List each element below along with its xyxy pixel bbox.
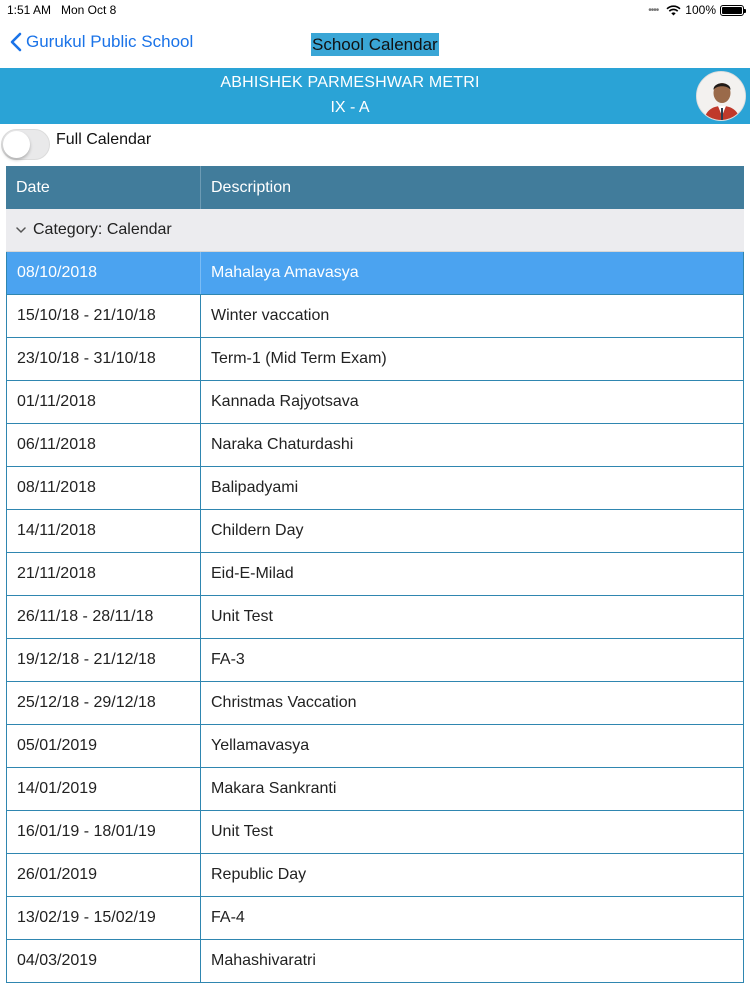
signal-dots-icon: •••• xyxy=(648,4,659,16)
table-row[interactable] xyxy=(6,897,744,940)
table-row[interactable] xyxy=(6,467,744,510)
back-button-label: Gurukul Public School xyxy=(26,32,194,51)
row-date: 08/10/2018 xyxy=(6,252,201,294)
row-description: Christmas Vaccation xyxy=(201,682,744,724)
battery-icon xyxy=(720,5,744,16)
table-row[interactable] xyxy=(6,768,744,811)
table-row[interactable] xyxy=(6,510,744,553)
row-description: FA-3 xyxy=(201,639,744,681)
status-right xyxy=(648,3,744,17)
row-description: Eid-E-Milad xyxy=(201,553,744,595)
table-row[interactable] xyxy=(6,424,744,467)
row-date: 25/12/18 - 29/12/18 xyxy=(6,682,201,724)
student-name: ABHISHEK PARMESHWAR METRI xyxy=(220,74,480,91)
chevron-left-icon xyxy=(10,32,22,52)
row-date: 04/03/2019 xyxy=(6,940,201,982)
row-date: 14/01/2019 xyxy=(6,768,201,810)
column-header-description[interactable]: Description xyxy=(211,178,292,196)
row-date: 01/11/2018 xyxy=(6,381,201,423)
wifi-icon xyxy=(666,5,681,16)
row-description: Unit Test xyxy=(201,596,744,638)
row-description: Childern Day xyxy=(201,510,744,552)
row-description: Mahashivaratri xyxy=(201,940,744,982)
row-description: Mahalaya Amavasya xyxy=(201,252,744,294)
table-row[interactable] xyxy=(6,940,744,983)
chevron-down-icon xyxy=(16,227,26,234)
row-date: 16/01/19 - 18/01/19 xyxy=(6,811,201,853)
battery-percent: 100% xyxy=(685,3,716,17)
calendar-table xyxy=(6,166,744,983)
row-description: Kannada Rajyotsava xyxy=(201,381,744,423)
row-description: Winter vaccation xyxy=(201,295,744,337)
table-row[interactable] xyxy=(6,596,744,639)
row-description: Republic Day xyxy=(201,854,744,896)
table-row[interactable] xyxy=(6,811,744,854)
row-date: 26/11/18 - 28/11/18 xyxy=(6,596,201,638)
row-date: 23/10/18 - 31/10/18 xyxy=(6,338,201,380)
row-date: 21/11/2018 xyxy=(6,553,201,595)
table-row[interactable] xyxy=(6,553,744,596)
status-date: Mon Oct 8 xyxy=(61,3,117,17)
table-row[interactable] xyxy=(6,381,744,424)
table-row[interactable] xyxy=(6,252,744,295)
row-date: 19/12/18 - 21/12/18 xyxy=(6,639,201,681)
status-bar xyxy=(0,0,750,22)
full-calendar-toggle-row xyxy=(0,124,750,166)
profile-header xyxy=(0,68,750,124)
row-date: 13/02/19 - 15/02/19 xyxy=(6,897,201,939)
category-group-row[interactable] xyxy=(6,209,744,252)
row-date: 05/01/2019 xyxy=(6,725,201,767)
table-row[interactable] xyxy=(6,338,744,381)
row-description: Naraka Chaturdashi xyxy=(201,424,744,466)
avatar[interactable] xyxy=(696,71,746,121)
category-label: Category: Calendar xyxy=(33,221,172,238)
table-body xyxy=(6,252,744,983)
toggle-knob xyxy=(3,131,30,158)
table-row[interactable] xyxy=(6,639,744,682)
row-description: Yellamavasya xyxy=(201,725,744,767)
full-calendar-label: Full Calendar xyxy=(56,131,152,148)
page-title: School Calendar xyxy=(312,35,438,54)
table-row[interactable] xyxy=(6,725,744,768)
row-date: 08/11/2018 xyxy=(6,467,201,509)
student-photo xyxy=(697,72,746,121)
full-calendar-toggle[interactable] xyxy=(1,129,50,160)
back-button[interactable] xyxy=(10,32,193,52)
row-date: 06/11/2018 xyxy=(6,424,201,466)
student-class: IX - A xyxy=(330,99,370,116)
table-row[interactable] xyxy=(6,682,744,725)
column-header-date[interactable]: Date xyxy=(6,166,201,209)
row-date: 26/01/2019 xyxy=(6,854,201,896)
row-description: FA-4 xyxy=(201,897,744,939)
row-date: 14/11/2018 xyxy=(6,510,201,552)
table-row[interactable] xyxy=(6,295,744,338)
navigation-bar xyxy=(0,22,750,68)
row-date: 15/10/18 - 21/10/18 xyxy=(6,295,201,337)
row-description: Unit Test xyxy=(201,811,744,853)
row-description: Term-1 (Mid Term Exam) xyxy=(201,338,744,380)
row-description: Makara Sankranti xyxy=(201,768,744,810)
table-header xyxy=(6,166,744,209)
row-description: Balipadyami xyxy=(201,467,744,509)
table-row[interactable] xyxy=(6,854,744,897)
status-time: 1:51 AM xyxy=(7,3,52,17)
